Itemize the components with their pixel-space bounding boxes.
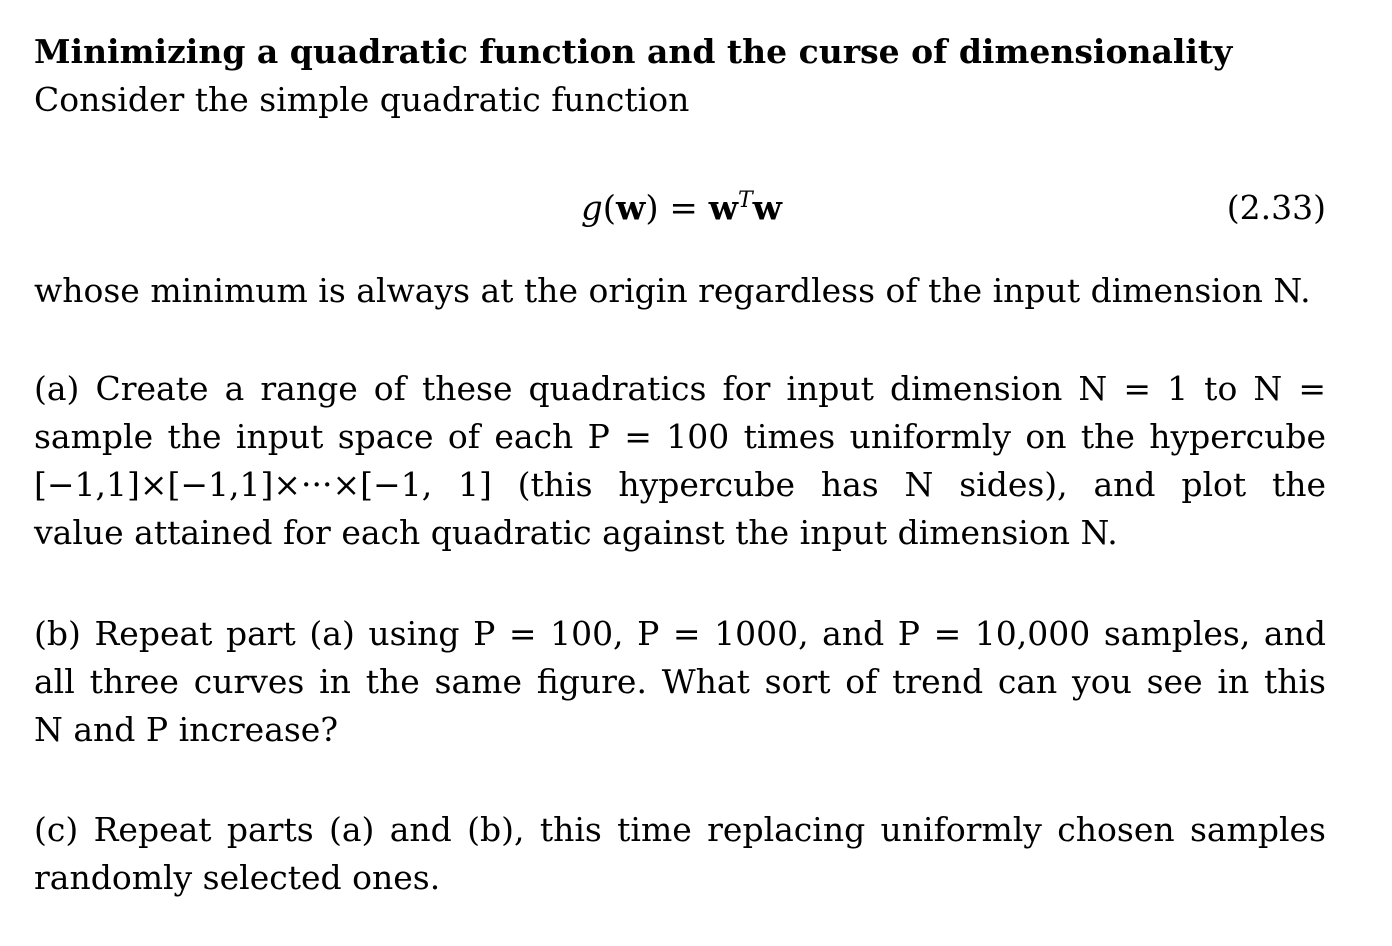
intro-text: Consider the simple quadratic function [34, 80, 690, 119]
part-b-line: (b) Repeat part (a) using P = 100, P = 1000, and P = 10,000 samples, and [34, 614, 1326, 653]
part-a-line: [−1,1]×[−1,1]×···×[−1, 1] (this hypercube has N sides), and plot the [34, 465, 1326, 504]
section-title: Minimizing a quadratic function and the curse of dimensionality [34, 32, 1233, 71]
part-c [34, 806, 1326, 902]
part-b-line: N and P increase? [34, 710, 339, 749]
document-body [34, 28, 1326, 124]
equation-block [34, 188, 1326, 240]
part-b [34, 610, 1326, 754]
part-a-line: sample the input space of each P = 100 times uniformly on the hypercube [34, 417, 1326, 456]
part-a-line: (a) Create a range of these quadratics for input dimension N = 1 to N = [34, 369, 1326, 408]
equation: $g(w) = w^Tw$ [581, 188, 782, 229]
equation-number: (2.33) [1226, 188, 1326, 227]
after-equation-text: whose minimum is always at the origin regardless of the input dimension N. [34, 271, 1311, 310]
part-c-line: randomly selected ones. [34, 858, 441, 897]
part-c-line: (c) Repeat parts (a) and (b), this time replacing uniformly chosen samples [34, 810, 1326, 849]
part-a-line: value attained for each quadratic against the input dimension N. [34, 513, 1118, 552]
part-a [34, 365, 1326, 557]
part-b-line: all three curves in the same figure. What sort of trend can you see in this [34, 662, 1326, 701]
